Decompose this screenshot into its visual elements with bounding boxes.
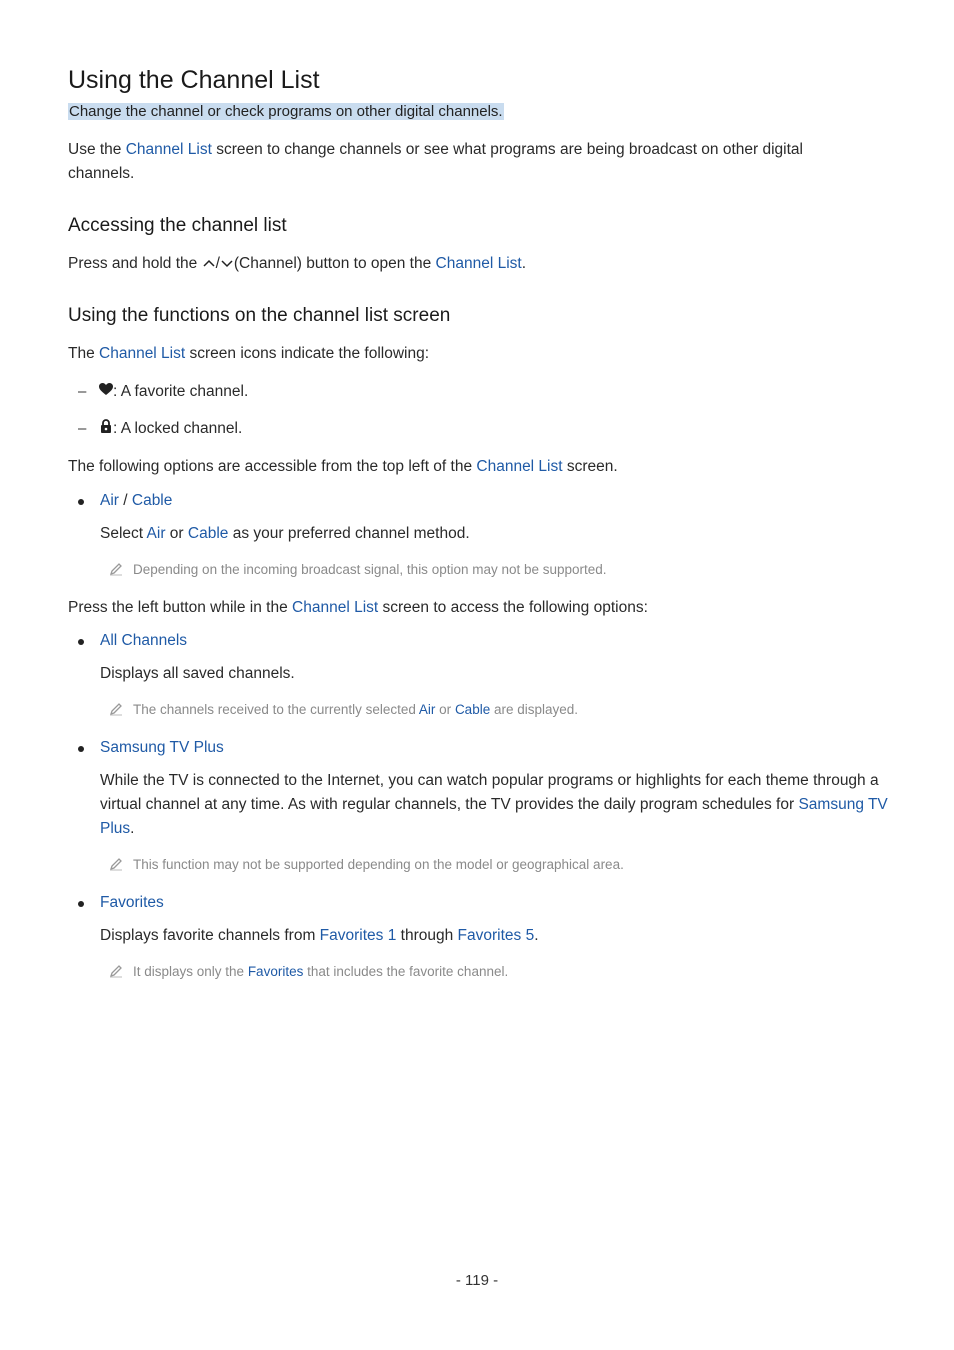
air-link[interactable]: Air: [100, 492, 119, 509]
options-post: screen.: [562, 458, 618, 475]
icon-item-text: : A favorite channel.: [113, 383, 249, 400]
bullet-samsung-tv-plus: [68, 736, 888, 760]
icons-pre: The: [68, 345, 100, 362]
samsung-tv-plus-link[interactable]: Samsung TV Plus: [100, 796, 888, 837]
left-button-paragraph: [68, 596, 648, 620]
icon-item-locked: [68, 417, 468, 441]
pencil-note-icon: [109, 964, 123, 978]
note-samsung: [68, 856, 888, 874]
note-text: This function may not be supported depending on the model or geographical area.: [133, 857, 624, 872]
icon-item-favorite: [68, 380, 468, 404]
options-intro-paragraph: [68, 455, 618, 479]
accessing-pre: Press and hold the: [68, 255, 202, 272]
pencil-note-icon: [109, 702, 123, 716]
note-text: [133, 701, 578, 719]
favorites-link[interactable]: Favorites: [247, 964, 304, 979]
through-text: through: [396, 927, 458, 944]
desc-pre: Displays favorite channels from: [100, 927, 320, 944]
bullet-dot: [78, 746, 84, 752]
bullet-dot: [78, 499, 84, 505]
channel-down-icon: [220, 257, 234, 269]
note-air-cable: [68, 561, 888, 579]
options-pre: The following options are accessible from the top left of the: [68, 458, 477, 475]
channel-list-link[interactable]: Channel List: [125, 141, 212, 158]
favorites-5-link[interactable]: Favorites 5: [457, 927, 535, 944]
separator: /: [118, 492, 132, 509]
pencil-note-icon: [109, 857, 123, 871]
samsung-desc-text: While the TV is connected to the Internet, you can watch popular programs or highlights for each theme through a virtual channel at any time. As with regular channels, the TV provides the daily program schedules for: [100, 772, 879, 813]
channel-list-link[interactable]: Channel List: [99, 345, 186, 362]
desc-post: as your preferred channel method.: [228, 525, 470, 542]
note-favorites: [68, 963, 888, 981]
favorites-link[interactable]: Favorites: [100, 894, 164, 911]
samsung-description: [100, 769, 890, 841]
bullet-air-cable: [68, 489, 888, 513]
intro-paragraph: [68, 138, 858, 186]
all-channels-description: Displays all saved channels.: [100, 665, 295, 682]
accessing-mid: (Channel) button to open the: [233, 255, 436, 272]
desc-post: .: [534, 927, 539, 944]
air-link[interactable]: Air: [146, 525, 166, 542]
icon-item-content: [99, 417, 242, 441]
icon-item-text: : A locked channel.: [113, 420, 243, 437]
summary-text: Change the channel or check programs on other digital channels.: [69, 103, 503, 120]
note-post: that includes the favorite channel.: [303, 964, 509, 979]
summary-line: [68, 103, 504, 121]
desc-or: or: [165, 525, 188, 542]
bullet-dot: [78, 901, 84, 907]
note-or: or: [435, 702, 455, 717]
air-link[interactable]: Air: [418, 702, 436, 717]
cable-link[interactable]: Cable: [187, 525, 229, 542]
bullet-label: [100, 489, 172, 513]
bullet-all-channels: [68, 629, 888, 653]
samsung-tv-plus-link[interactable]: Samsung TV Plus: [100, 739, 224, 756]
left-post: screen to access the following options:: [378, 599, 648, 616]
section-heading-functions: Using the functions on the channel list screen: [68, 305, 451, 326]
icons-intro-paragraph: [68, 342, 429, 366]
channel-list-link[interactable]: Channel List: [476, 458, 563, 475]
accessing-post: .: [521, 255, 527, 272]
note-post: are displayed.: [490, 702, 579, 717]
favorites-1-link[interactable]: Favorites 1: [319, 927, 397, 944]
note-pre: The channels received to the currently selected: [133, 702, 419, 717]
icons-post: screen icons indicate the following:: [185, 345, 430, 362]
accessing-paragraph: [68, 252, 526, 276]
list-dash: –: [78, 383, 87, 400]
note-pre: It displays only the: [133, 964, 248, 979]
intro-pre: Use the: [68, 141, 126, 158]
channel-up-icon: [202, 257, 216, 269]
page-title: Using the Channel List: [68, 66, 320, 94]
list-dash: –: [78, 420, 87, 437]
channel-list-link[interactable]: Channel List: [435, 255, 522, 272]
channel-list-link[interactable]: Channel List: [292, 599, 379, 616]
bullet-favorites: [68, 891, 888, 915]
favorites-description: [100, 924, 539, 948]
channel-slash: /: [215, 255, 220, 272]
intro-post: screen to change channels or see what programs are being broadcast on other digital channels.: [68, 141, 803, 182]
section-heading-accessing: Accessing the channel list: [68, 215, 287, 236]
note-text: Depending on the incoming broadcast signal, this option may not be supported.: [133, 562, 607, 577]
desc-post: .: [130, 820, 135, 837]
desc-pre: Select: [100, 525, 147, 542]
all-channels-link[interactable]: All Channels: [100, 632, 188, 649]
heart-icon: [99, 383, 113, 396]
cable-link[interactable]: Cable: [454, 702, 491, 717]
icon-item-content: [99, 380, 248, 404]
note-text: [133, 963, 508, 981]
left-pre: Press the left button while in the: [68, 599, 293, 616]
cable-link[interactable]: Cable: [131, 492, 173, 509]
pencil-note-icon: [109, 562, 123, 576]
air-cable-description: [100, 522, 470, 546]
page-number: - 119 -: [455, 1272, 499, 1289]
bullet-dot: [78, 639, 84, 645]
note-all-channels: [68, 701, 888, 719]
lock-icon: [99, 419, 113, 433]
